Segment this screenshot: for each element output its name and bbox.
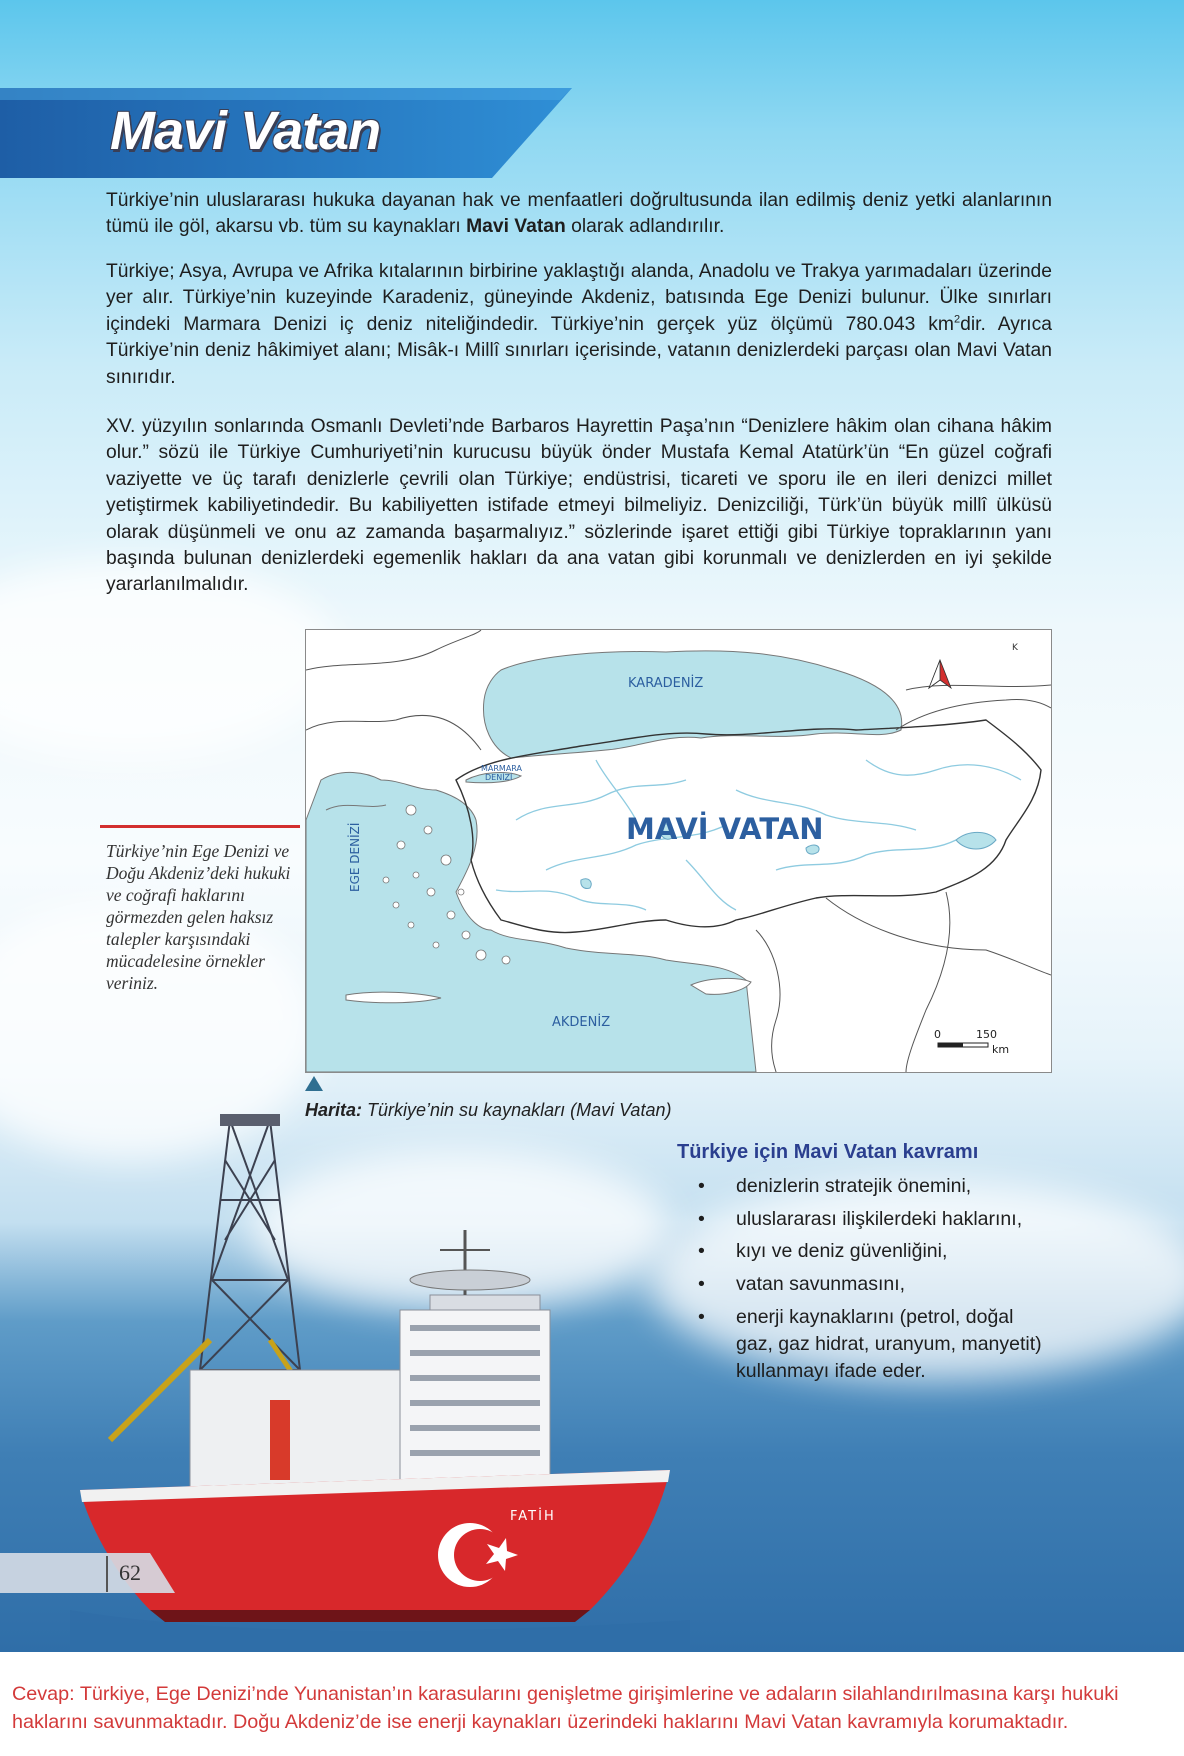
scale-end: 150 — [976, 1028, 997, 1041]
list-item: • uluslararası ilişkilerdeki haklarını, — [698, 1207, 1023, 1230]
label-marmara: MARMARA DENİZİ — [481, 764, 523, 782]
turkey-water-map — [305, 629, 1052, 1073]
caption-marker — [305, 1076, 323, 1091]
paragraph-history: XV. yüzyılın sonlarında Osmanlı Devleti’nde Barbaros Hayrettin Paşa’nın “Denizlere hâkim olan cihana hâkim olur.” sözü ile Türkiye Cumhuriyeti’nin kurucusu büyük önder Mustafa Kemal Atatürk’ün “En güzel coğrafi vaziyette ve üç tarafı denizlerle çevrili olan Türkiye; endüstrisi, ticareti ve sporu ile en ileri denizci millet yetiştirmek kabiliyetindedir. Bu kabiliyetten istifade etmeyi bilmeliyiz. Denizciliği, Türk’ün büyük millî ülküsü olarak düşünmeli ve onu az zamanda başarmalıyız.” sözlerinde işaret ettiği gibi Türkiye topraklarının yanı başında bulunan denizlerdeki egemenlik hakları da ana vatan gibi korunmalı ve denizlerden en iyi şekilde yararlanılmalıdır. — [106, 416, 1052, 596]
list-item: • enerji kaynaklarını (petrol, doğal gaz, gaz hidrat, uranyum, manyetit) kullanmayı ifade eder. — [698, 1305, 1042, 1383]
paragraph-geography: Türkiye; Asya, Avrupa ve Afrika kıtalarının birbirine yaklaştığı alanda, Anadolu ve Trakya yarımadaları üzerinde yer alır. Türkiye’nin kuzeyinde Karadeniz, güneyinde Akdeniz, batısında Ege Denizi bulunur. Ülke sınırları içindeki Marmara Denizi iç deniz niteliğindedir. Türkiye’nin gerçek yüz ölçümü 780.043 $km^2dir$. Ayrıca Türkiye’nin deniz hâkimiyet alanı; Misâk-ı Millî sınırları içerisinde, vatanın denizlerdeki parçası olan Mavi Vatan sınırıdır. — [106, 261, 1052, 388]
north-label: K — [1012, 643, 1018, 653]
question-divider — [100, 825, 300, 828]
scale-start: 0 — [934, 1028, 941, 1041]
list-item: • vatan savunmasını, — [698, 1273, 906, 1296]
list-item: • kıyı ve deniz güvenliğini, — [698, 1240, 948, 1263]
scale-unit: km — [992, 1043, 1010, 1056]
term-mavi-vatan: Mavi Vatan — [466, 216, 566, 238]
paragraph-definition: Türkiye’nin uluslararası hukuka dayanan hak ve menfaatleri doğrultusunda ilan edilmiş deniz yetki alanlarının tümü ile göl, akarsu vb. tüm su kaynakları Mavi Vatan olarak adlandırılır. — [106, 190, 1052, 238]
page-number-divider — [106, 1556, 108, 1592]
map-graphic — [306, 630, 1051, 1072]
sidebar-question: Türkiye’nin Ege Denizi ve Doğu Akdeniz’deki hukuki ve coğrafi haklarını görmezden gelen haksız talepler karşısındaki mücadelesine örnekler veriniz. — [106, 841, 291, 993]
label-ege-denizi: EGE DENİZİ — [348, 822, 362, 892]
answer-text: Cevap: Türkiye, Ege Denizi’nde Yunanistan’ın karasularını genişletme girişimlerine ve adaların silahlandırılmasına karşı hukuki haklarını savunmaktadır. Doğu Akdeniz’de ise enerji kaynakları üzerindeki haklarını Mavi Vatan kavramıyla korumaktadır. — [12, 1683, 1119, 1733]
label-mavi-vatan: MAVİ VATAN — [626, 812, 824, 846]
concept-title: Türkiye için Mavi Vatan kavramı — [677, 1141, 979, 1163]
list-item: • denizlerin stratejik önemini, — [698, 1175, 972, 1197]
page-title: Mavi Vatan — [110, 101, 381, 161]
page-number: 62 — [119, 1560, 141, 1585]
concept-list — [690, 1173, 1080, 1391]
map-caption: Harita: Türkiye’nin su kaynakları (Mavi Vatan) — [305, 1100, 672, 1120]
label-akdeniz: AKDENİZ — [552, 1015, 611, 1030]
ship-name: FATİH — [510, 1509, 556, 1524]
page-number-tab — [0, 1553, 175, 1593]
label-karadeniz: KARADENİZ — [628, 676, 704, 691]
